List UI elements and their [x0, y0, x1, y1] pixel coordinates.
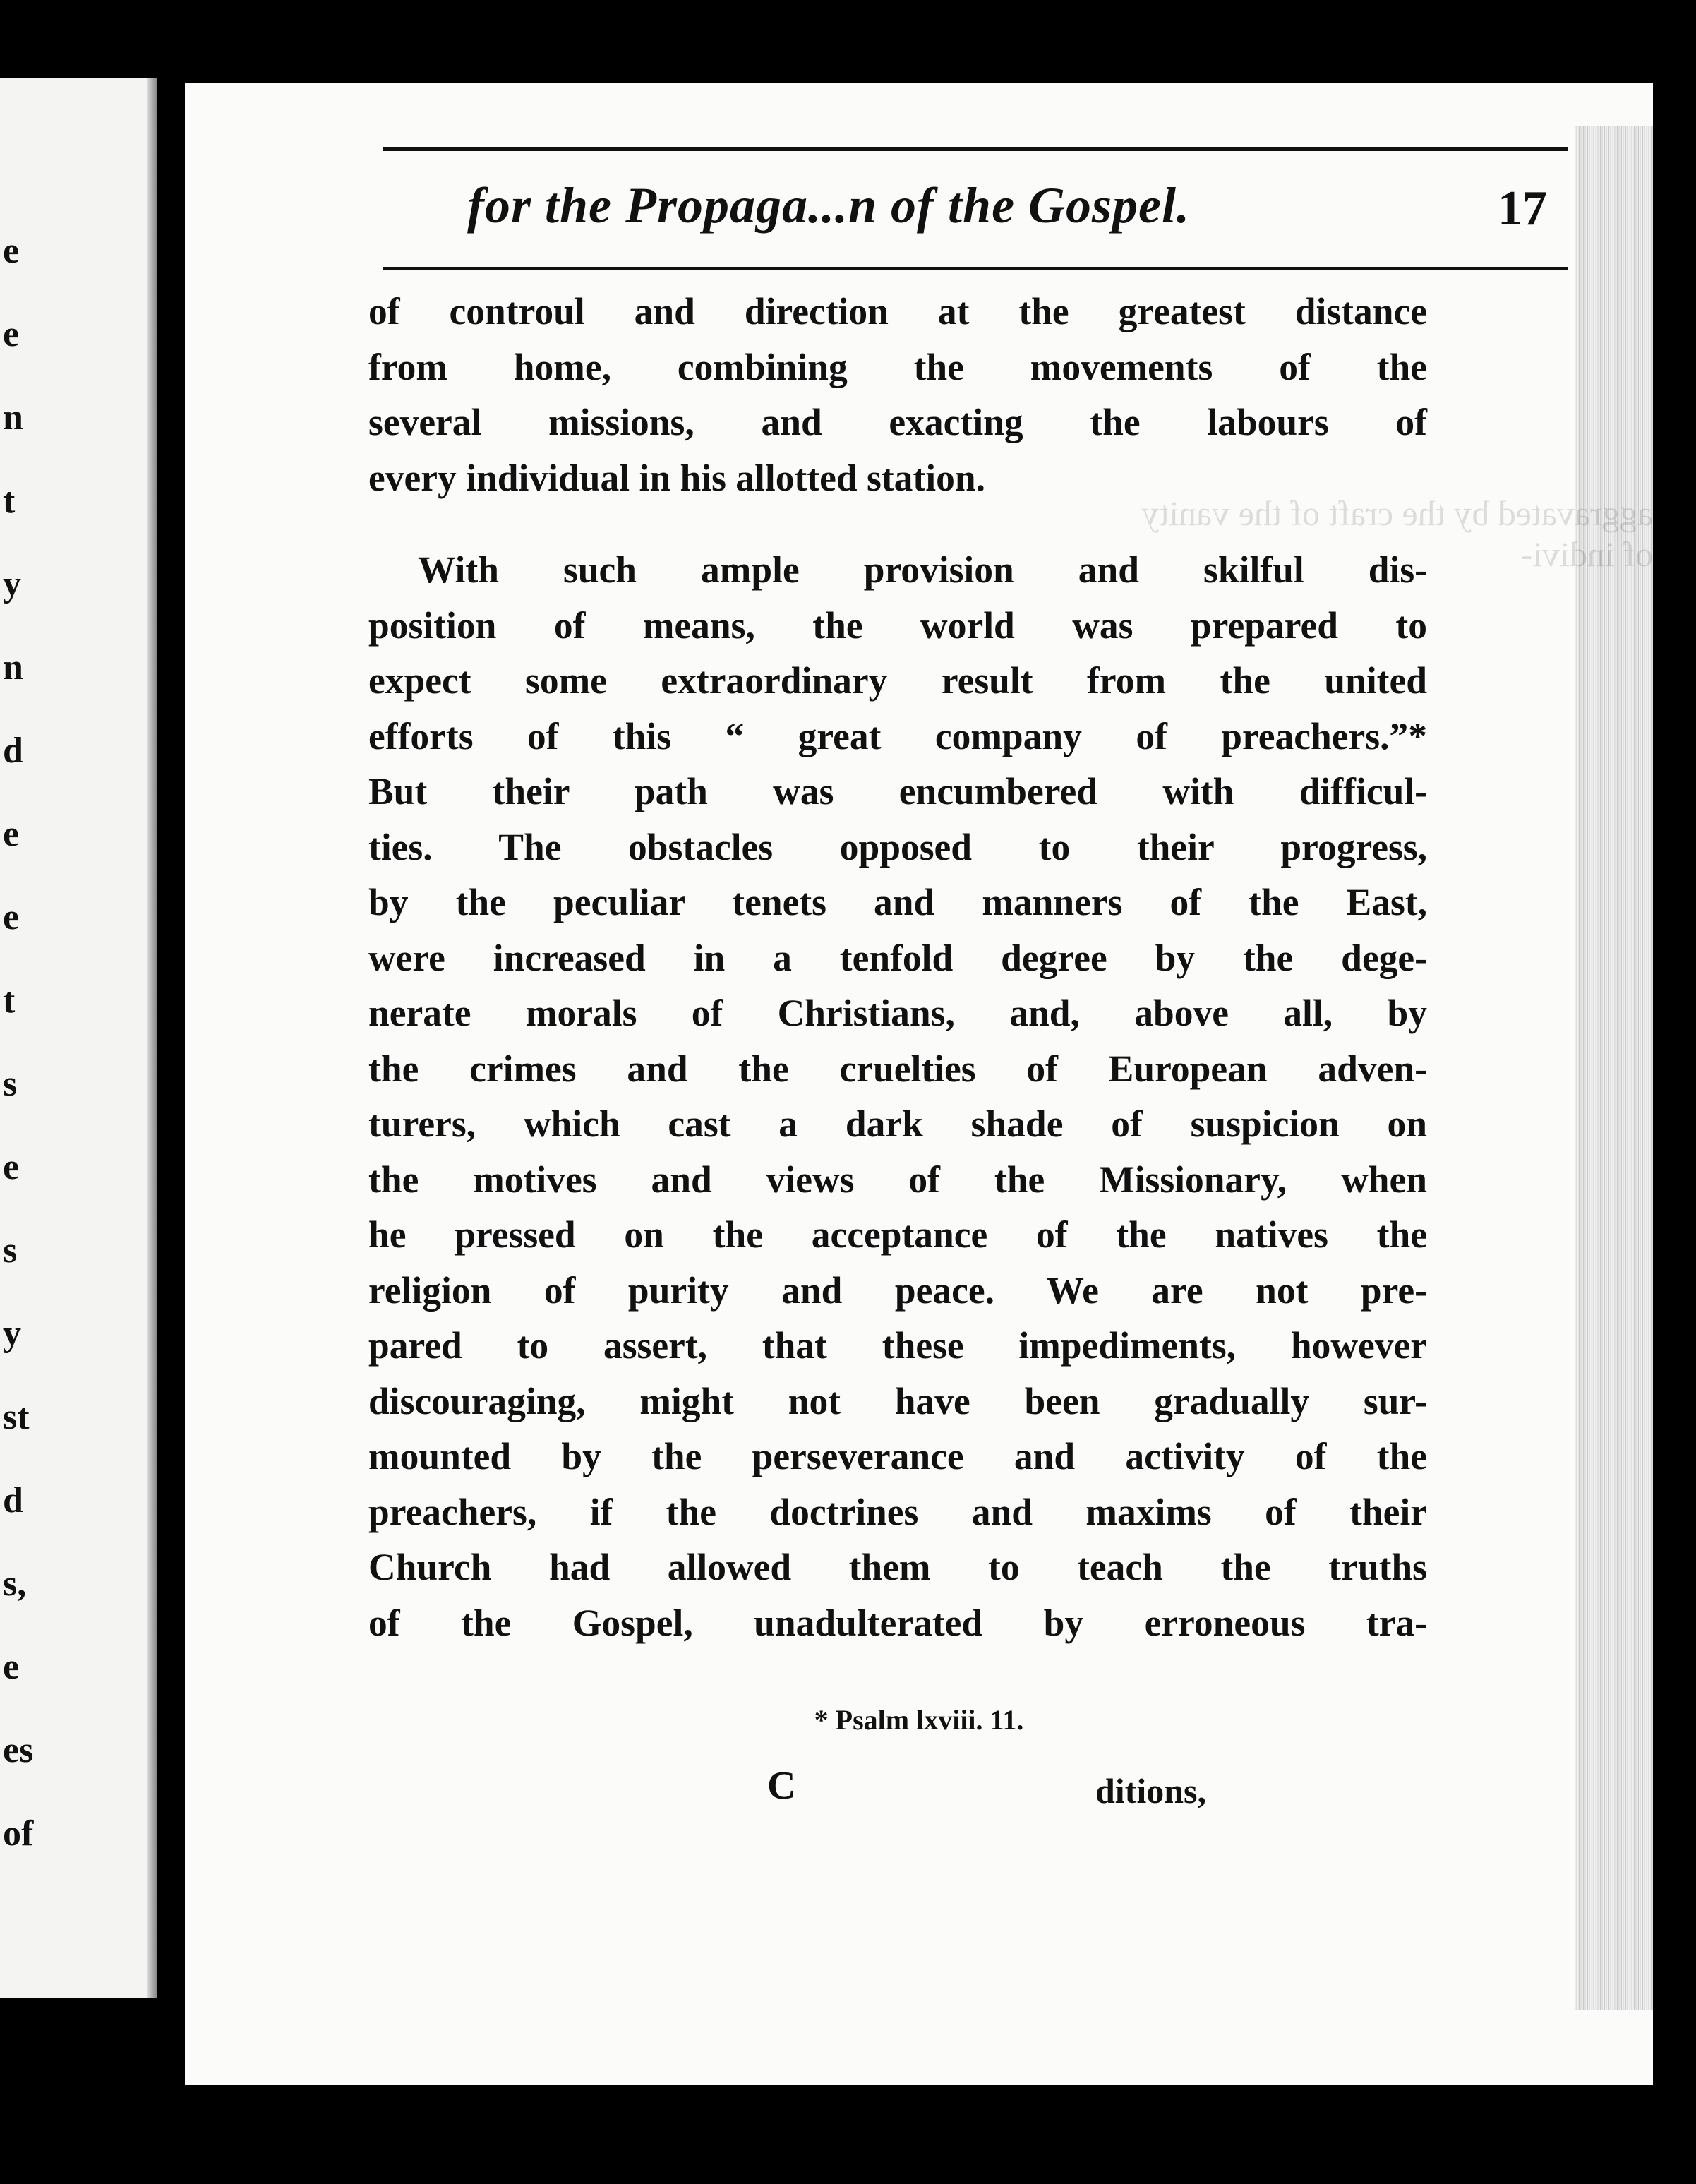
text-line: nerate morals of Christians, and, above all, by	[368, 992, 1427, 1034]
text-line: by the peculiar tenets and manners of the East,	[368, 881, 1427, 923]
text-line: position of means, the world was prepared to	[368, 604, 1427, 647]
header-rule-bottom	[383, 267, 1568, 270]
text-line: But their path was encumbered with difficul-	[368, 770, 1427, 812]
paragraph-gap	[368, 505, 1427, 542]
facing-page-edge-char: e	[3, 231, 20, 271]
facing-page-edge-char: s,	[3, 1564, 27, 1604]
text-line: several missions, and exacting the labours of	[368, 401, 1427, 443]
facing-page-edge-char: s	[3, 1064, 18, 1104]
text-line: every individual in his allotted station.	[368, 456, 985, 499]
text-line: of the Gospel, unadulterated by erroneous tra-	[368, 1601, 1427, 1644]
text-line: were increased in a tenfold degree by the dege-	[368, 936, 1427, 979]
text-line: pared to assert, that these impediments, however	[368, 1324, 1427, 1367]
facing-page-edge-char: s	[3, 1230, 18, 1271]
facing-page-edge-char: y	[3, 564, 21, 604]
body-text	[368, 284, 1427, 1650]
facing-page-edge-char: d	[3, 1480, 23, 1520]
text-line: preachers, if the doctrines and maxims of their	[368, 1490, 1427, 1533]
facing-page-edge-text	[0, 78, 157, 1998]
footnote: * Psalm lxviii. 11.	[814, 1704, 1024, 1736]
running-head-title: for the Propaga...n of the Gospel.	[467, 177, 1190, 234]
facing-page-edge-char: y	[3, 1314, 21, 1354]
text-line: the motives and views of the Missionary, when	[368, 1158, 1427, 1201]
facing-page-edge-char: e	[3, 897, 20, 937]
facing-page-edge-char: st	[3, 1397, 30, 1437]
running-head	[383, 147, 1568, 281]
book-page	[185, 83, 1653, 2085]
facing-page-edge-char: of	[3, 1813, 34, 1854]
text-line: turers, which cast a dark shade of suspicion on	[368, 1103, 1427, 1145]
facing-page-edge-char: n	[3, 647, 23, 688]
facing-page-edge-char: es	[3, 1730, 34, 1770]
text-line: mounted by the perseverance and activity of the	[368, 1435, 1427, 1477]
facing-page-edge-char: d	[3, 731, 23, 771]
signature-mark: C	[767, 1764, 796, 1808]
facing-page-edge-char: e	[3, 1647, 20, 1687]
text-line: the crimes and the cruelties of European adven-	[368, 1047, 1427, 1090]
catchword: ditions,	[1095, 1771, 1207, 1811]
text-line: Church had allowed them to teach the truths	[368, 1546, 1427, 1588]
text-line: expect some extraordinary result from the united	[368, 659, 1427, 702]
facing-page-edge-char: n	[3, 397, 23, 438]
text-line: religion of purity and peace. We are not pre-	[368, 1268, 1427, 1312]
facing-page-edge-char: e	[3, 314, 20, 354]
text-line: from home, combining the movements of the	[368, 345, 1427, 388]
facing-page-edge-char: e	[3, 814, 20, 854]
text-line: of controul and direction at the greatest distance	[368, 290, 1427, 332]
header-rule-top	[383, 147, 1568, 151]
facing-page-left	[0, 78, 157, 1998]
bleed-through-text: aggravated by the craft of the vanity of indivi-	[1141, 493, 1653, 574]
text-line: efforts of this “ great company of preachers.”*	[368, 714, 1427, 757]
text-line: he pressed on the acceptance of the natives the	[368, 1213, 1427, 1256]
text-line: With such ample provision and skilful dis-	[418, 548, 1427, 591]
page-number: 17	[1498, 181, 1547, 236]
text-line: ties. The obstacles opposed to their progress,	[368, 825, 1427, 868]
text-line: discouraging, might not have been gradually sur-	[368, 1379, 1427, 1422]
facing-page-edge-char: t	[3, 980, 16, 1021]
facing-page-edge-char: e	[3, 1147, 20, 1187]
facing-page-edge-char: t	[3, 481, 16, 521]
